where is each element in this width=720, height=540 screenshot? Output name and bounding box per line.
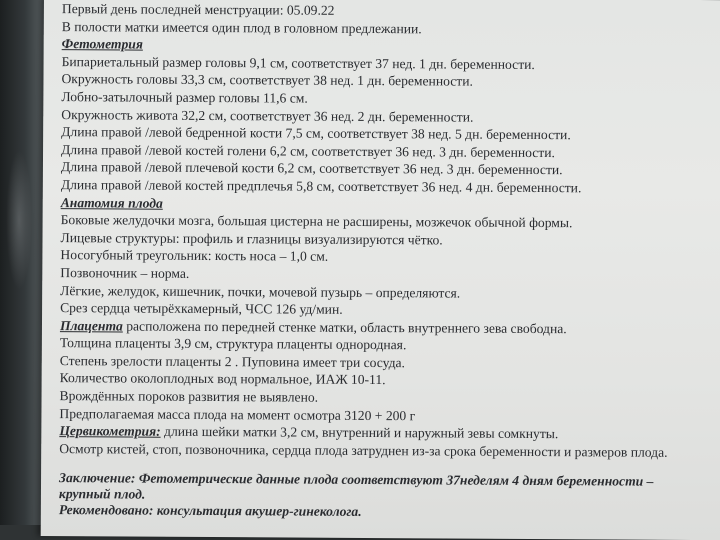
report-text (59, 0, 720, 522)
fetal-weight-line: Предполагаемая масса плода на момент осмотра 3120 + 200 г (59, 405, 416, 423)
ventricles-line: Боковые желудочки мозга, большая цистерна не расширены, мозжечок обычной формы. (60, 212, 573, 231)
amniotic-fluid-line: Количество околоплодных вод нормальное, ИАЖ 10-11. (59, 370, 386, 388)
placenta-maturity-line: Степень зрелости плаценты 2 . Пуповина имеет три сосуда. (59, 352, 406, 371)
ac-line: Окружность живота 32,2 см, соответствует 36 нед. 2 дн. беременности. (61, 106, 474, 125)
heart-line: Срез сердца четырёхкамерный, ЧСС 126 уд/мин. (60, 300, 343, 317)
fetus-position-line: В полости матки имеется один плод в головном предлежании. (61, 18, 422, 36)
background-glare (6, 150, 32, 290)
lmp-line: Первый день последней менструации: 05.09.22 (61, 1, 335, 18)
examination-difficulty-line: Осмотр кистей, стоп, позвоночника, сердца плода затруднен из-за срока беременности и размеров плода. (59, 440, 668, 460)
recommendation-line: Рекомендовано: консультация акушер-гинеколога. (58, 502, 362, 520)
femur-line: Длина правой /левой бедренной кости 7,5 см, соответствует 38 нед. 5 дн. беременности. (61, 124, 571, 143)
nasolabial-line: Носогубный треугольник: кость носа – 1,0 см. (60, 247, 329, 265)
defects-line: Врождённых пороков развития не выявлено. (59, 388, 319, 405)
placenta-label: Плацента (59, 317, 123, 334)
tibia-line: Длина правой /левой костей голени 6,2 см, соответствует 36 нед. 3 дн. беременности. (61, 141, 555, 160)
ultrasound-report-page (41, 0, 720, 540)
face-line: Лицевые структуры: профиль и глазницы визуализируются чётко. (60, 229, 443, 248)
conclusion-line-2: крупный плод. (58, 486, 146, 503)
hc-line: Окружность головы 33,3 см, соответствует 38 нед. 1 дн. беременности. (61, 71, 473, 89)
background-edge (0, 0, 46, 525)
placenta-thickness-line: Толщина плаценты 3,9 см, структура плаценты однородная. (59, 335, 407, 353)
forearm-line: Длина правой /левой костей предплечья 5,8 см, соответствует 36 нед. 4 дн. беременности. (60, 177, 582, 196)
placenta-location: расположена по передней стенке матки, область внутреннего зева свободна. (122, 318, 567, 336)
cervicometry-text: длина шейки матки 3,2 см, внутренний и наружный зевы сомкнуты. (160, 423, 559, 442)
anatomy-heading: Анатомия плода (60, 194, 163, 211)
conclusion-line-1: Заключение: Фетометрические данные плода соответствуют 37неделям 4 дням беременности – (59, 470, 654, 490)
humerus-line: Длина правой /левой плечевой кости 6,2 см, соответствует 36 нед. 3 дн. беременности. (60, 159, 563, 178)
organs-line: Лёгкие, желудок, кишечник, почки, мочевой пузырь – определяются. (60, 282, 461, 301)
ofd-line: Лобно-затылочный размер головы 11,6 см. (61, 89, 308, 106)
spine-line: Позвоночник – норма. (60, 265, 190, 281)
bpd-line: Бипариетальный размер головы 9,1 см, соответствует 37 нед. 1 дн. беременности. (61, 53, 535, 72)
cervicometry-label: Цервикометрия: (59, 423, 161, 439)
fetometry-heading: Фетометрия (61, 36, 143, 52)
